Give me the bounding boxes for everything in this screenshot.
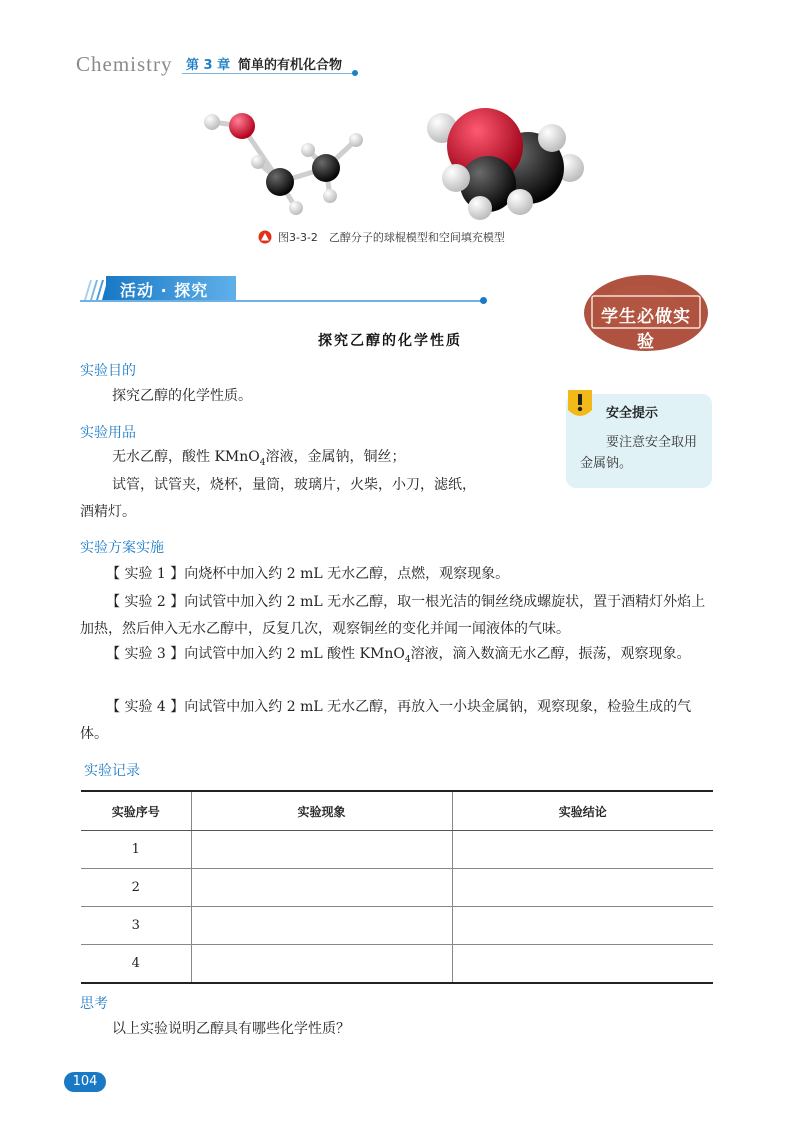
experiment-title: 探究乙醇的化学性质: [318, 333, 462, 349]
conclusion-cell[interactable]: [452, 945, 713, 984]
observation-cell[interactable]: [191, 831, 452, 869]
figure-caption-text: 图3-3-2 乙醇分子的球棍模型和空间填充模型: [278, 231, 505, 244]
purpose-heading: 实验目的: [80, 363, 136, 379]
page-number: 104: [64, 1072, 106, 1092]
header-rule: [182, 73, 354, 74]
purpose-text: 探究乙醇的化学性质。: [112, 388, 252, 404]
row-number: 3: [81, 907, 191, 945]
materials-line-3: 酒精灯。: [80, 504, 136, 520]
materials-heading: 实验用品: [80, 425, 136, 441]
activity-banner: [80, 272, 490, 308]
safety-text: 要注意安全取用金属钠。: [580, 435, 698, 471]
figure-caption: [258, 229, 505, 245]
table-header: 实验现象: [191, 791, 452, 831]
table-row: [81, 945, 713, 984]
think-heading: 思考: [80, 996, 108, 1012]
required-experiment-stamp: [580, 272, 712, 354]
header-chapter-title: 简单的有机化合物: [238, 58, 343, 73]
experiment-3: 【 实验 3 】向试管中加入约 2 mL 酸性 KMnO$_4$溶液，滴入数滴无水乙醇，振荡，观察现象。: [106, 646, 691, 665]
table-row: [81, 831, 713, 869]
triangle-icon: [258, 230, 272, 244]
table-row: [81, 907, 713, 945]
materials-line-1: 无水乙醇，酸性 KMnO$_4$溶液，金属钠，铜丝；: [112, 449, 406, 468]
table-header: 实验结论: [452, 791, 713, 831]
materials-line-2: 试管，试管夹，烧杯，量筒，玻璃片，火柴，小刀，滤纸，: [112, 477, 476, 493]
record-heading: 实验记录: [84, 763, 140, 779]
header-dot: [352, 70, 358, 76]
banner-dot: [480, 297, 487, 304]
conclusion-cell[interactable]: [452, 869, 713, 907]
stamp-text: 学生必做实验: [601, 307, 691, 352]
observation-cell[interactable]: [191, 907, 452, 945]
think-text: 以上实验说明乙醇具有哪些化学性质？: [112, 1021, 350, 1037]
row-number: 1: [81, 831, 191, 869]
table-header: 实验序号: [81, 791, 191, 831]
safety-tip-box: [566, 394, 712, 488]
warning-icon: [566, 388, 594, 420]
header-subject: Chemistry: [76, 52, 173, 76]
header-chapter: 第 3 章: [186, 58, 231, 73]
observation-cell[interactable]: [191, 869, 452, 907]
observation-cell[interactable]: [191, 945, 452, 984]
record-table: [81, 790, 713, 984]
conclusion-cell[interactable]: [452, 831, 713, 869]
banner-stripes-icon: [80, 276, 108, 300]
experiment-1: 【 实验 1 】向烧杯中加入约 2 mL 无水乙醇，点燃，观察现象。: [106, 566, 510, 582]
row-number: 2: [81, 869, 191, 907]
ball-and-stick-model: [204, 113, 363, 215]
molecule-figure: [180, 98, 600, 222]
safety-title: 安全提示: [606, 406, 659, 421]
conclusion-cell[interactable]: [452, 907, 713, 945]
experiment-2: 【 实验 2 】向试管中加入约 2 mL 无水乙醇，取一根光洁的铜丝绕成螺旋状，置于酒精灯外焰上加热，然后伸入无水乙醇中，反复几次，观察铜丝的变化并闻一闻液体的气味。: [80, 594, 706, 637]
table-row: [81, 869, 713, 907]
activity-label: 活动 · 探究: [120, 281, 209, 300]
experiment-4: 【 实验 4 】向试管中加入约 2 mL 无水乙醇，再放入一小块金属钠，观察现象，检验生成的气体。: [80, 699, 692, 742]
banner-rule: [80, 300, 482, 302]
procedure-heading: 实验方案实施: [80, 540, 164, 556]
row-number: 4: [81, 945, 191, 984]
table-header-row: [81, 791, 713, 831]
space-filling-model: [427, 108, 584, 220]
